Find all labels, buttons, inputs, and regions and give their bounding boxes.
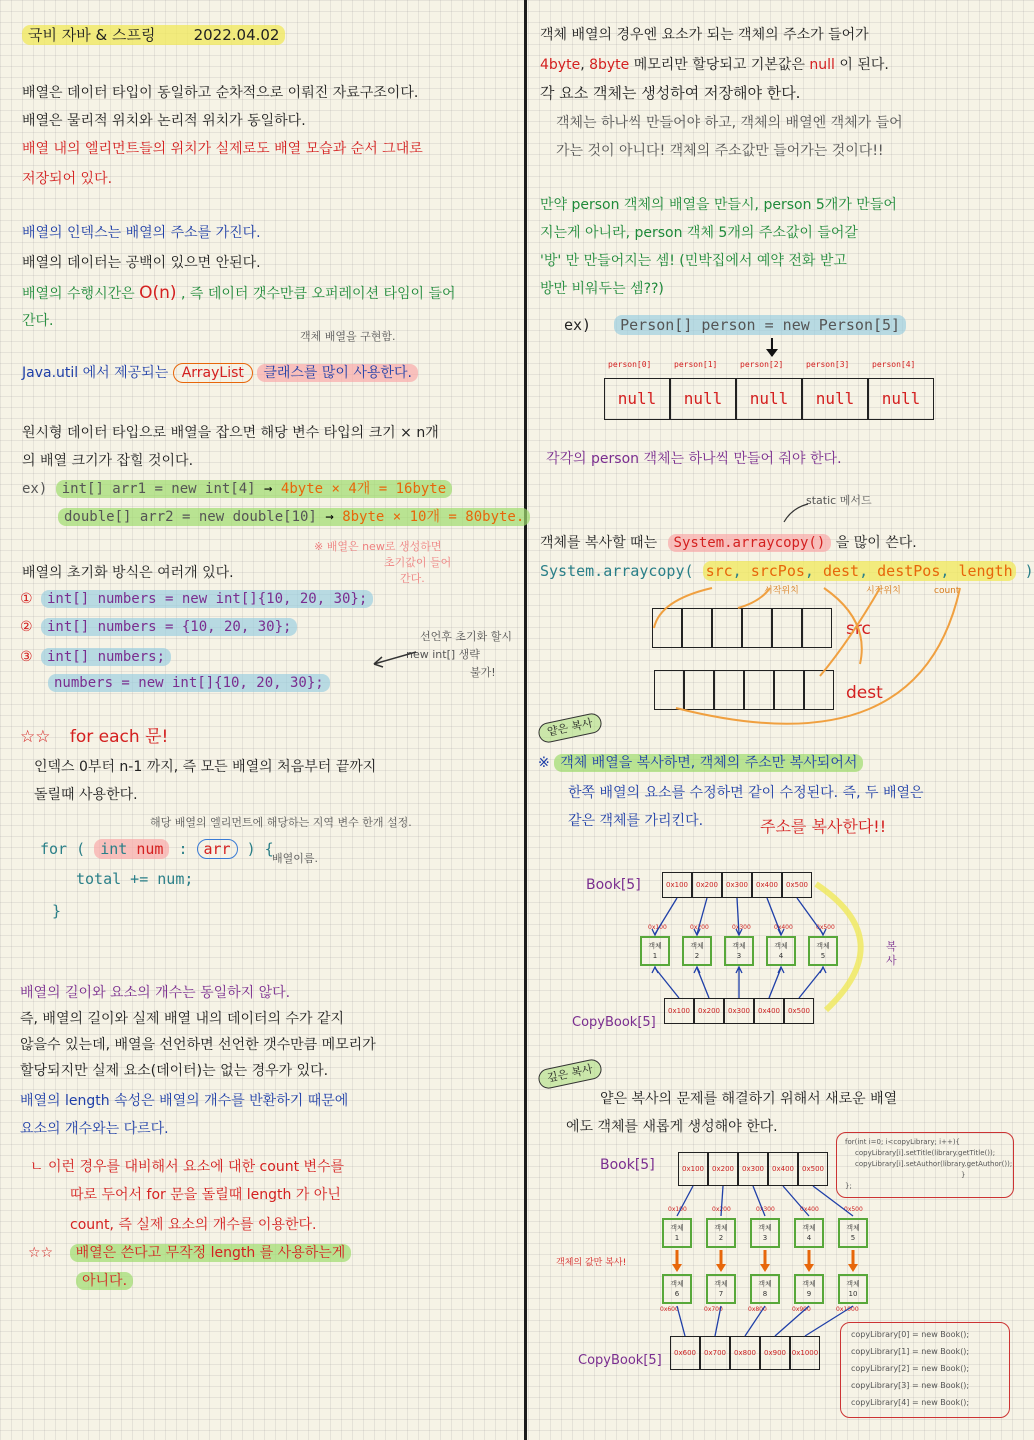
static-note-line (780, 500, 810, 526)
deep-copy-tag: 깊은 복사 (537, 1058, 604, 1091)
arraycopy-text: 객체를 복사할 때는 (540, 535, 658, 551)
init-title: 배열의 초기화 방식은 여러개 있다. (22, 565, 234, 581)
para-2-line-2: 배열의 데이터는 공백이 있으면 안된다. (22, 255, 261, 271)
deep-book-label: Book[5] (600, 1157, 655, 1173)
book-cell: 0x200 (692, 872, 722, 898)
deep-object-top: 객체 3 (750, 1218, 780, 1248)
person-line-1: 만약 person 객체의 배열을 만들시, person 5개가 만들어 (540, 197, 897, 213)
provided-text: 에서 제공되는 (82, 365, 169, 381)
code-int: int (100, 840, 128, 858)
deep-book-cell: 0x100 (678, 1152, 708, 1186)
arraylist-note: 객체 배열을 구현함. (300, 330, 396, 343)
obj-arr-line-4: 객체는 하나씩 만들어야 하고, 객체의 배열엔 객체가 들어 (556, 115, 903, 131)
init3-note-1: 선언후 초기화 할시 (420, 630, 513, 643)
object-box: 객체 5 (808, 936, 838, 966)
deep-object-bottom: 객체 10 (838, 1274, 868, 1304)
java-util: Java.util (22, 365, 79, 381)
person-ex-label: ex) (564, 316, 592, 334)
end-text: 이 된다. (839, 57, 889, 73)
foreach-code-2: total += num; (76, 870, 194, 888)
arg-length: length (958, 562, 1013, 580)
shallow-line-3: 같은 객체를 가리킨다. (568, 813, 704, 829)
copybook-cell: 0x500 (784, 998, 814, 1024)
foreach-star: ☆☆ (20, 727, 51, 747)
copybook-label: CopyBook[5] (572, 1015, 656, 1030)
init-3-code: int[] numbers; (41, 648, 171, 666)
shallow-copy-tag: 얕은 복사 (537, 712, 604, 745)
length-star: ☆☆ (28, 1245, 54, 1261)
deep-book-cell: 0x500 (798, 1152, 828, 1186)
object-box: 객체 4 (766, 936, 796, 966)
deep-bottom-addr: 0x1000 (836, 1306, 859, 1313)
person-index-label: person[4] (872, 360, 916, 369)
deep-top-addr: 0x300 (756, 1206, 775, 1213)
foreach-title-text: for each 문! (69, 727, 169, 747)
static-note: static 메서드 (806, 494, 872, 507)
example-line-2 (58, 508, 530, 526)
deep-copybook-cell: 0x700 (700, 1336, 730, 1370)
new-book-code-box (840, 1322, 1010, 1418)
page-title (22, 26, 285, 44)
obj-arr-line-1: 객체 배열의 경우엔 요소가 되는 객체의 주소가 들어가 (540, 27, 869, 43)
book-cell: 0x400 (752, 872, 782, 898)
obj-arr-line-5: 가는 것이 아니다! 객체의 주소값만 들어가는 것이다!! (556, 143, 884, 159)
ex1-arrow: → (264, 481, 273, 497)
code-int-num (94, 839, 169, 859)
comma: , (580, 57, 585, 73)
deep-copybook-cell: 0x900 (760, 1336, 790, 1370)
example-line-1 (22, 480, 452, 498)
person-line-3: '방' 만 만들어지는 셈! (민박집에서 예약 전화 받고 (540, 253, 847, 269)
person-index-label: person[3] (806, 360, 850, 369)
deep-code-4: } (961, 1171, 966, 1179)
shallow-highlight: 객체 배열을 복사하면, 객체의 주소만 복사되어서 (554, 754, 863, 772)
init3-arrow (368, 648, 418, 670)
init-2 (20, 618, 297, 636)
foreach-line-1: 인덱스 0부터 n-1 까지, 즉 모든 배열의 처음부터 끝까지 (34, 759, 377, 775)
person-line-5: 각각의 person 객체는 하나씩 만들어 줘야 한다. (546, 451, 842, 467)
arg-dest: dest (822, 562, 860, 580)
person-ex-code: Person[] person = new Person[5] (614, 315, 906, 335)
arraycopy-arrows (620, 580, 920, 730)
length-line-4: 할당되지만 실제 요소(데이터)는 없는 경우가 있다. (20, 1063, 329, 1079)
init-1 (20, 590, 373, 608)
arraycopy-method: System.arraycopy() (668, 534, 832, 552)
deep-object-top: 객체 1 (662, 1218, 692, 1248)
init-1-code: int[] numbers = new int[]{10, 20, 30}; (41, 590, 373, 608)
arg-destpos: destPos (877, 562, 941, 580)
null-cell: null (604, 378, 670, 420)
deep-arrows (560, 1150, 850, 1390)
length-line-2: 즉, 배열의 길이와 실제 배열 내의 데이터의 수가 같지 (20, 1011, 345, 1027)
deep-object-bottom: 객체 8 (750, 1274, 780, 1304)
person-index-label: person[2] (740, 360, 784, 369)
deep-object-bottom: 객체 9 (794, 1274, 824, 1304)
object-box: 객체 2 (682, 936, 712, 966)
deep-book-cell: 0x300 (738, 1152, 768, 1186)
init-2-num: ② (20, 619, 33, 635)
deep-line-2: 에도 객체를 새롭게 생성해야 한다. (566, 1119, 778, 1135)
src-label: src (846, 619, 871, 639)
para-1-line-1: 배열은 데이터 타입이 동일하고 순차적으로 이뤄진 자료구조이다. (22, 85, 419, 101)
length-line-9: count, 즉 실제 요소의 개수를 이용한다. (70, 1217, 317, 1233)
ex-label: ex) (22, 481, 48, 497)
deep-book-cell: 0x200 (708, 1152, 738, 1186)
init-3 (20, 648, 171, 666)
page-divider (524, 0, 527, 1440)
para-1-line-2: 배열은 물리적 위치와 논리적 위치가 동일하다. (22, 113, 306, 129)
ex2-code: double[] arr2 = new double[10] (64, 509, 317, 525)
deep-code-1: for(int i=0; i<copyLibrary; i++){ (845, 1138, 961, 1146)
book-cell: 0x100 (662, 872, 692, 898)
arraylist-line (22, 364, 418, 382)
init-note-3: 간다. (400, 572, 425, 585)
title-date: 2022.04.02 (193, 26, 280, 44)
arg-srcpos: srcPos (750, 562, 805, 580)
byte8: 8byte (589, 57, 630, 73)
deep-code-5: }; (845, 1182, 852, 1190)
copybook-cell: 0x300 (724, 998, 754, 1024)
person-example (564, 316, 906, 334)
deep-copybook-cell: 0x600 (670, 1336, 700, 1370)
init-1-num: ① (20, 591, 33, 607)
copybook-cell: 0x100 (664, 998, 694, 1024)
object-addr: 0x300 (732, 924, 751, 931)
deep-object-top: 객체 5 (838, 1218, 868, 1248)
object-box: 객체 1 (640, 936, 670, 966)
init-3b-code: numbers = new int[]{10, 20, 30}; (48, 674, 330, 692)
deep-code-box (836, 1132, 1014, 1198)
para-1-red-1: 배열 내의 엘리먼트들의 위치가 실제로도 배열 모습과 순서 그대로 (22, 141, 423, 157)
null-cell: null (670, 378, 736, 420)
init-3b (48, 674, 330, 692)
person-index-label: person[1] (674, 360, 718, 369)
arraylist-circled: ArrayList (173, 363, 253, 383)
primitive-line-1: 원시형 데이터 타입으로 배열을 잡으면 해당 변수 타입의 크기 × n개 (22, 425, 439, 441)
init3-note-3: 불가! (470, 666, 496, 679)
foreach-code-1 (40, 840, 274, 858)
length-sub: count (934, 586, 960, 596)
book-cell: 0x300 (722, 872, 752, 898)
deep-copybook-cell: 0x1000 (790, 1336, 820, 1370)
arraycopy-line (540, 534, 917, 552)
runtime-text: 배열의 수행시간은 (22, 286, 135, 302)
person-index-label: person[0] (608, 360, 652, 369)
primitive-line-2: 의 배열 크기가 잡힐 것이다. (22, 453, 194, 469)
person-line-4: 방만 비워두는 셈??) (540, 281, 664, 297)
big-o: O(n) (139, 283, 177, 303)
obj-arr-line-3: 각 요소 객체는 생성하여 저장해야 한다. (540, 84, 801, 102)
object-addr: 0x400 (774, 924, 793, 931)
sig-open: System.arraycopy( (540, 562, 694, 580)
deep-bottom-addr: 0x700 (704, 1306, 723, 1313)
ex2-result: 8byte × 10개 = 80byte. (342, 509, 525, 525)
code-arrname: 배열이름. (272, 852, 319, 865)
init-3-num: ③ (20, 649, 33, 665)
para-2-line-3 (22, 284, 456, 303)
init-2-code: int[] numbers = {10, 20, 30}; (41, 618, 297, 636)
deep-copybook-cell: 0x800 (730, 1336, 760, 1370)
byte4: 4byte (540, 57, 581, 73)
code-colon: : (178, 840, 188, 858)
copy-side-label: 복사 (886, 940, 897, 967)
init3-note-2: new int[] 생략 (406, 648, 480, 661)
para-2-line-4: 간다. (22, 313, 54, 329)
null-cell: null (736, 378, 802, 420)
length-line-1: 배열의 길이와 요소의 개수는 동일하지 않다. (20, 985, 291, 1001)
arraycopy-signature (540, 562, 1034, 580)
new-code-3: copyLibrary[2] = new Book(); (851, 1364, 970, 1373)
length-line-3: 않을수 있는데, 배열을 선언하면 선언한 갯수만큼 메모리가 (20, 1037, 376, 1053)
deep-copybook-label: CopyBook[5] (578, 1353, 662, 1368)
deep-object-bottom: 객체 6 (662, 1274, 692, 1304)
deep-object-top: 객체 2 (706, 1218, 736, 1248)
new-code-4: copyLibrary[3] = new Book(); (851, 1381, 970, 1390)
length-warning-2: 아니다. (76, 1272, 133, 1290)
deep-top-addr: 0x400 (800, 1206, 819, 1213)
foreach-line-2: 돌릴때 사용한다. (34, 787, 138, 803)
init-note-2: 초기값이 들어 (384, 556, 452, 569)
deep-top-addr: 0x200 (712, 1206, 731, 1213)
title-text: 국비 자바 & 스프링 (28, 26, 156, 44)
length-line-5: 배열의 length 속성은 배열의 개수를 반환하기 때문에 (20, 1093, 349, 1109)
arg-src: src (705, 562, 733, 580)
deep-bottom-addr: 0x600 (660, 1306, 679, 1313)
deep-top-addr: 0x100 (668, 1206, 687, 1213)
deep-book-cell: 0x400 (768, 1152, 798, 1186)
code-num: num (136, 840, 164, 858)
para-1-red-2: 저장되어 있다. (22, 171, 113, 187)
shallow-emphasis: 주소를 복사한다!! (760, 817, 887, 836)
para-2-line-1: 배열의 인덱스는 배열의 주소를 가진다. (22, 225, 261, 241)
deep-copy-diagram (560, 1150, 863, 1390)
deep-code-2: copyLibrary[i].setTitle(library.getTitle()); (855, 1149, 996, 1157)
object-addr: 0x100 (648, 924, 667, 931)
dest-label: dest (846, 683, 883, 703)
person-line-2: 지는게 아니라, person 객체 5개의 주소값이 들어갈 (540, 225, 858, 241)
new-code-1: copyLibrary[0] = new Book(); (851, 1330, 970, 1339)
shallow-line-2: 한쪽 배열의 요소를 수정하면 같이 수정된다. 즉, 두 배열은 (568, 785, 924, 801)
ex1-code: int[] arr1 = new int[4] (61, 481, 256, 497)
length-line-8: 따로 두어서 for 문을 돌릴때 length 가 아닌 (70, 1187, 341, 1203)
foreach-note: 해당 배열의 엘리먼트에 해당하는 지역 변수 한개 설정. (150, 816, 412, 829)
length-warning: 배열은 쓴다고 무작정 length 를 사용하는게 (70, 1244, 352, 1262)
book-label: Book[5] (586, 877, 641, 893)
code-close: ) { (246, 840, 274, 858)
deep-bottom-addr: 0x900 (792, 1306, 811, 1313)
ex2-arrow: → (325, 509, 334, 525)
ex2-highlight (58, 508, 530, 526)
null-cell: null (802, 378, 868, 420)
mem-text: 메모리만 할당되고 기본값은 (633, 57, 805, 73)
length-line-10 (28, 1244, 351, 1262)
srcpos-sub: 시작위치 (764, 586, 799, 596)
length-line-7: ㄴ 이런 경우를 대비해서 요소에 대한 count 변수를 (30, 1159, 345, 1175)
deep-side-label: 객체의 값만 복사! (556, 1258, 627, 1268)
new-code-2: copyLibrary[1] = new Book(); (851, 1347, 970, 1356)
ex1-highlight (56, 480, 452, 498)
code-for: for ( (40, 840, 86, 858)
object-addr: 0x500 (816, 924, 835, 931)
deep-object-top: 객체 4 (794, 1218, 824, 1248)
person-array-diagram (604, 360, 938, 424)
copybook-cell: 0x400 (754, 998, 784, 1024)
sig-args: src, srcPos, dest, destPos, length (703, 561, 1016, 581)
deep-bottom-addr: 0x800 (748, 1306, 767, 1313)
deep-line-1: 얕은 복사의 문제를 해결하기 위해서 새로운 배열 (600, 1091, 898, 1107)
length-line-6: 요소의 개수와는 다르다. (20, 1121, 169, 1137)
arraycopy-text-2: 을 많이 쓴다. (835, 535, 917, 551)
shallow-arrows (540, 860, 900, 1050)
obj-arr-line-2 (540, 56, 889, 74)
init-note-1: ※ 배열은 new로 생성하면 (314, 540, 442, 553)
shallow-line-1 (538, 754, 863, 772)
foreach-code-3: } (52, 902, 62, 920)
null-cell: null (868, 378, 934, 420)
copybook-cell: 0x200 (694, 998, 724, 1024)
code-arr: arr (197, 839, 238, 859)
destpos-sub: 시작위치 (866, 586, 901, 596)
shallow-star: ※ (538, 755, 550, 771)
deep-code-3: copyLibrary[i].setAuthor(library.getAuthor()); (855, 1160, 1013, 1168)
book-cell: 0x500 (782, 872, 812, 898)
length-line-11 (76, 1272, 133, 1290)
shallow-copy-diagram (540, 860, 900, 1050)
object-box: 객체 3 (724, 936, 754, 966)
class-highlight: 클래스를 많이 사용한다. (257, 364, 418, 382)
runtime-text-2: , 즉 데이터 갯수만큼 오퍼레이션 타임이 들어 (180, 286, 456, 302)
person-down-arrow (764, 336, 780, 360)
ex1-result: 4byte × 4개 = 16byte (280, 481, 447, 497)
foreach-title (20, 728, 168, 746)
deep-object-bottom: 객체 7 (706, 1274, 736, 1304)
new-code-5: copyLibrary[4] = new Book(); (851, 1398, 970, 1407)
null-word: null (809, 57, 835, 73)
deep-top-addr: 0x500 (844, 1206, 863, 1213)
sig-close: ) (1024, 562, 1034, 580)
object-addr: 0x200 (690, 924, 709, 931)
